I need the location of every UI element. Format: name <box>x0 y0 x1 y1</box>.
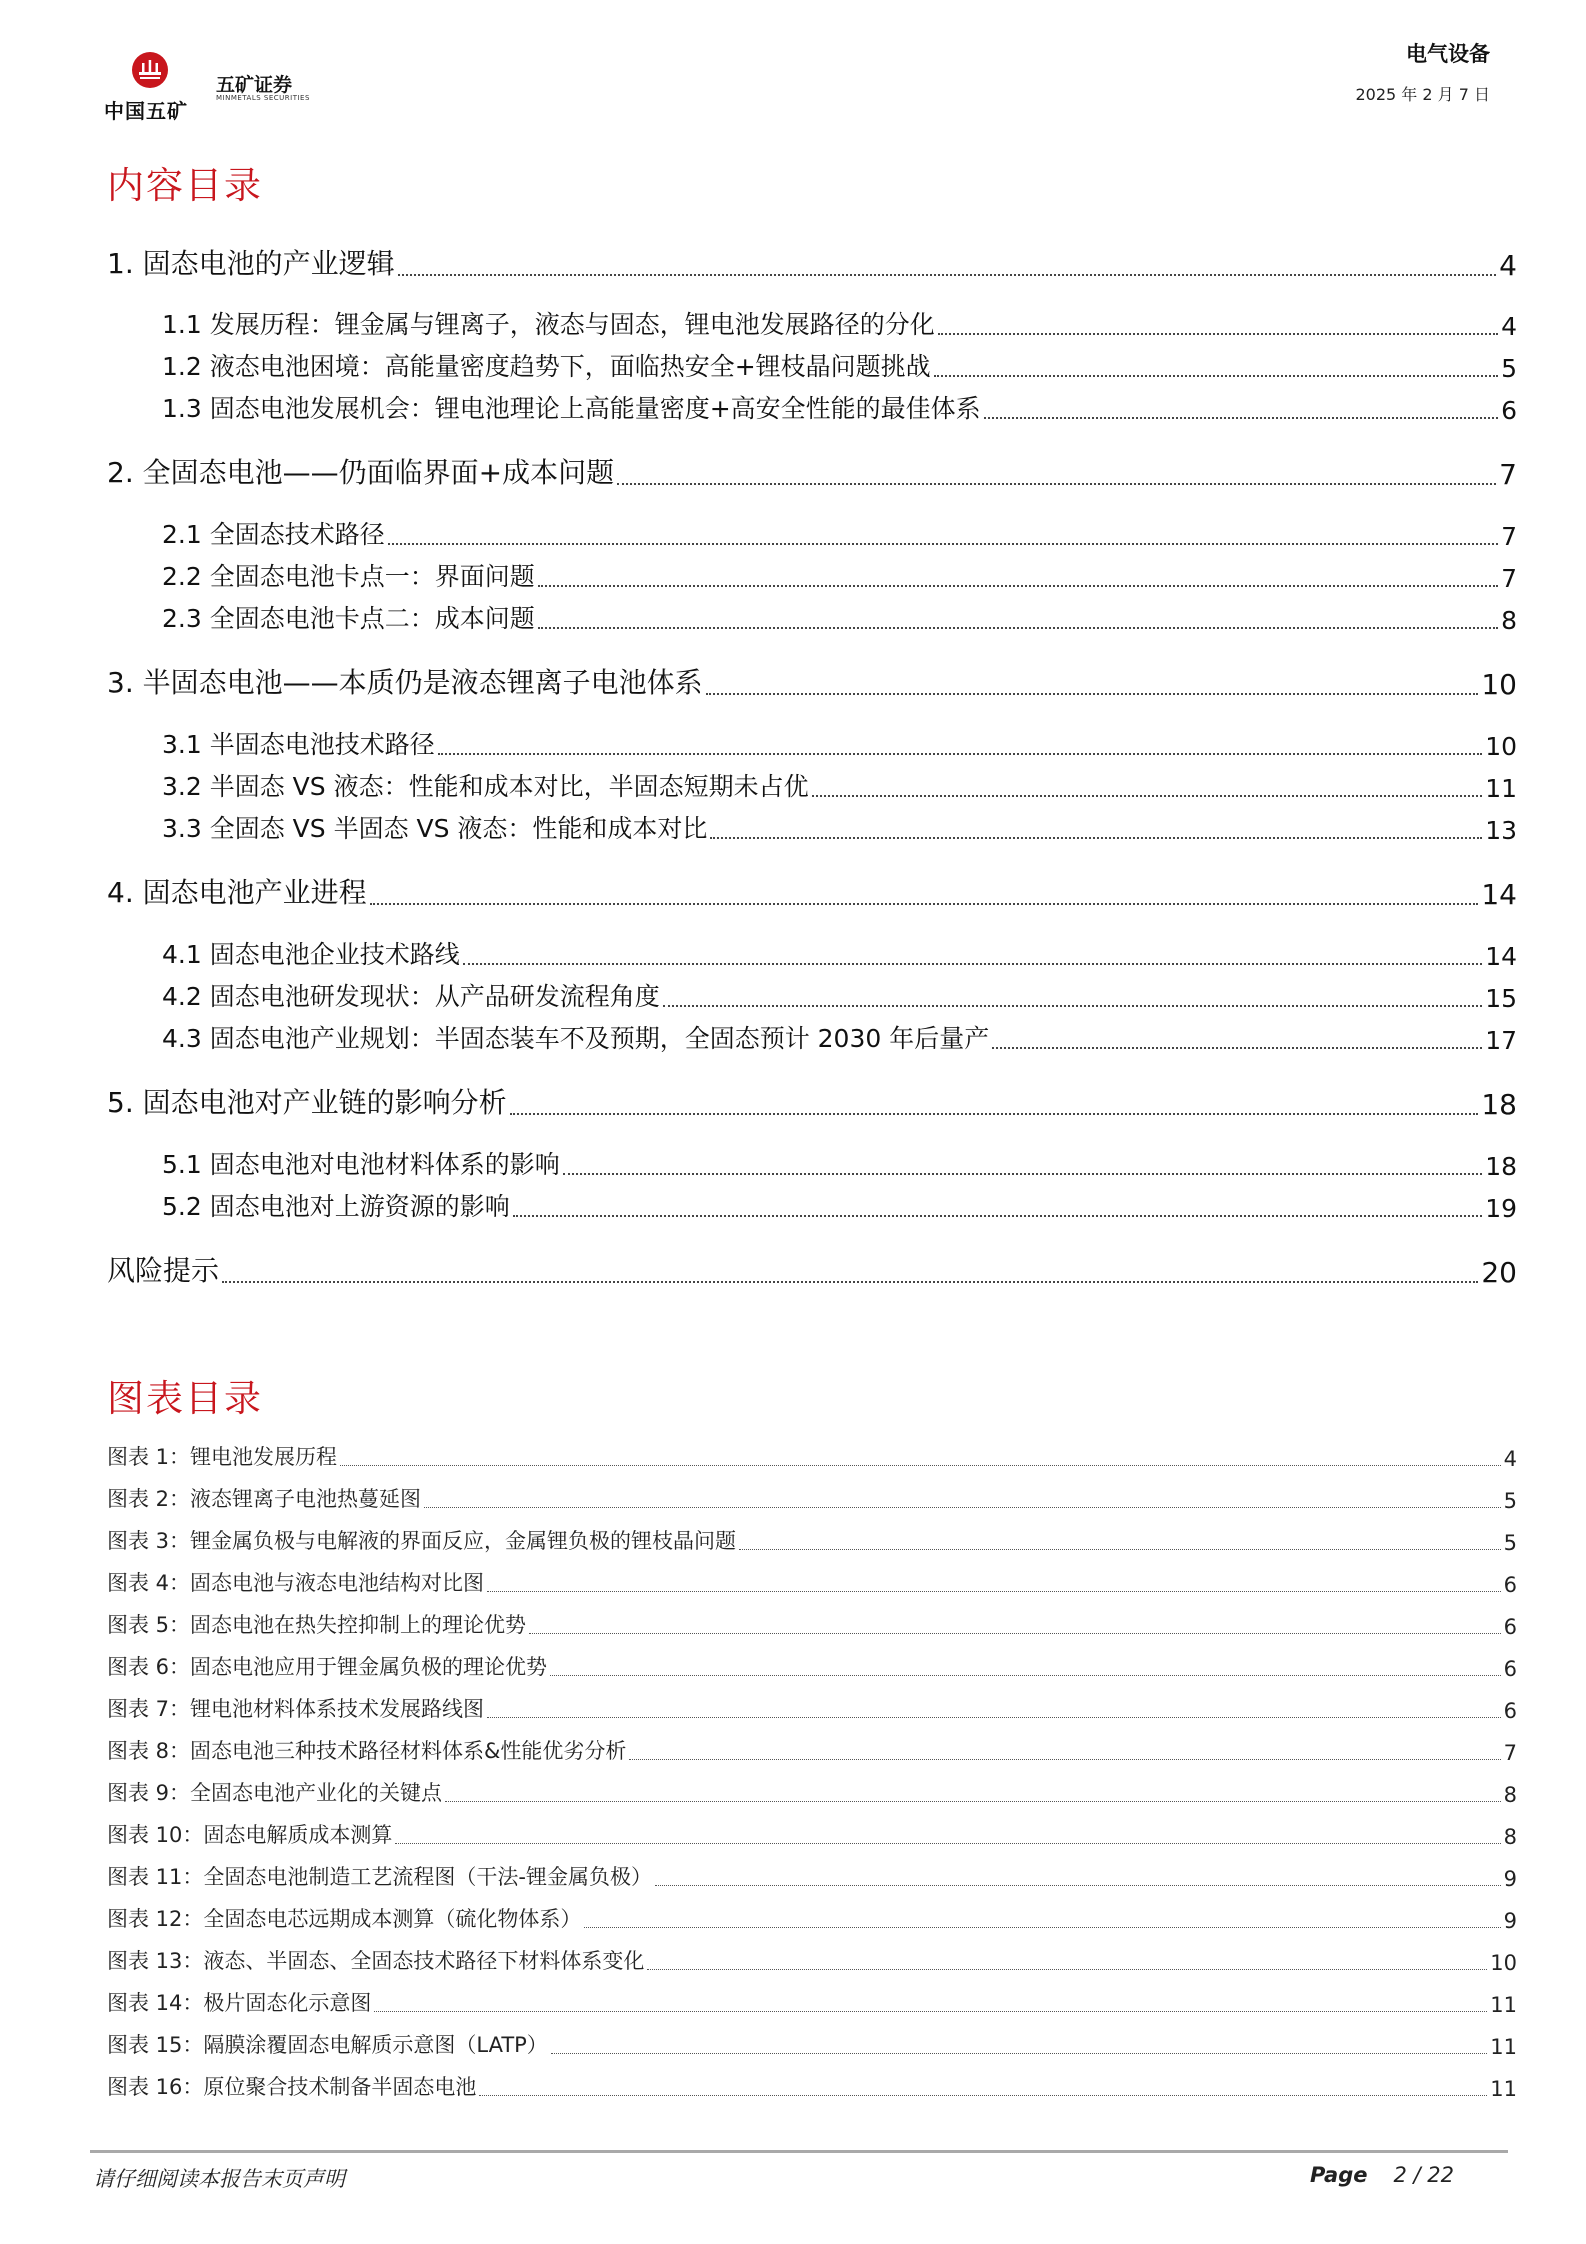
toc-entry-page: 11 <box>1485 774 1517 803</box>
figure-entry[interactable] <box>107 1735 1517 1765</box>
toc-entry-label: 1.1 发展历程：锂金属与锂离子，液态与固态，锂电池发展路径的分化 <box>162 310 935 339</box>
figure-entry[interactable] <box>107 1945 1517 1975</box>
toc-entry-label: 3.2 半固态 VS 液态：性能和成本对比，半固态短期未占优 <box>162 772 809 801</box>
page-number: 2 / 22 <box>1393 2163 1455 2187</box>
report-date: 2025 年 2 月 7 日 <box>1355 85 1490 104</box>
figure-entry-page: 11 <box>1490 1993 1517 2017</box>
page-word: Page <box>1310 2163 1368 2187</box>
figure-entry-label: 图表 1：锂电池发展历程 <box>107 1445 338 1469</box>
toc-entry[interactable] <box>107 871 1517 911</box>
toc-entry[interactable] <box>107 661 1517 701</box>
figure-entry-page: 11 <box>1490 2077 1517 2101</box>
figure-entry[interactable] <box>107 1567 1517 1597</box>
toc-entry-label: 4.2 固态电池研发现状：从产品研发流程角度 <box>162 982 660 1011</box>
figure-entry-label: 图表 12：全固态电芯远期成本测算（硫化物体系） <box>107 1907 582 1931</box>
leader-dots <box>513 1215 1482 1217</box>
toc-entry[interactable] <box>162 515 1517 551</box>
toc-entry[interactable] <box>107 1249 1517 1289</box>
toc-entry-label: 1.3 固态电池发展机会：锂电池理论上高能量密度+高安全性能的最佳体系 <box>162 394 981 423</box>
figure-entry-label: 图表 3：锂金属负极与电解液的界面反应，金属锂负极的锂枝晶问题 <box>107 1529 737 1553</box>
figure-entry[interactable] <box>107 1987 1517 2017</box>
figure-entry-label: 图表 2：液态锂离子电池热蔓延图 <box>107 1487 422 1511</box>
leader-dots <box>463 963 1482 965</box>
figure-entry-label: 图表 5：固态电池在热失控抑制上的理论优势 <box>107 1613 527 1637</box>
leader-dots <box>706 693 1479 695</box>
toc-entry-label: 5.2 固态电池对上游资源的影响 <box>162 1192 510 1221</box>
toc-entry-label: 3.3 全固态 VS 半固态 VS 液态：性能和成本对比 <box>162 814 708 843</box>
leader-dots <box>479 2095 1487 2096</box>
figure-entry-label: 图表 9：全固态电池产业化的关键点 <box>107 1781 443 1805</box>
toc-entry[interactable] <box>162 977 1517 1013</box>
leader-dots <box>934 375 1498 377</box>
footer-divider <box>90 2150 1508 2153</box>
toc-entry-page: 10 <box>1481 668 1517 701</box>
leader-dots <box>584 1927 1500 1928</box>
toc-entry[interactable] <box>162 1145 1517 1181</box>
figure-entry-page: 7 <box>1503 1741 1517 1765</box>
toc-entry[interactable] <box>162 935 1517 971</box>
toc-entry-page: 7 <box>1501 522 1517 551</box>
leader-dots <box>551 2053 1487 2054</box>
toc-entry-label: 1.2 液态电池困境：高能量密度趋势下，面临热安全+锂枝晶问题挑战 <box>162 352 931 381</box>
toc-entry-label: 4.1 固态电池企业技术路线 <box>162 940 460 969</box>
toc-entry-page: 17 <box>1485 1026 1517 1055</box>
toc-entry-page: 4 <box>1499 249 1517 282</box>
toc-entry-label: 2. 全固态电池——仍面临界面+成本问题 <box>107 456 615 489</box>
figure-entry[interactable] <box>107 2071 1517 2101</box>
figures-title: 图表目录 <box>107 1377 263 1420</box>
minmetals-emblem-icon <box>130 50 170 90</box>
leader-dots <box>340 1465 1501 1466</box>
figure-entry-label: 图表 7：锂电池材料体系技术发展路线图 <box>107 1697 485 1721</box>
leader-dots <box>398 274 1497 276</box>
leader-dots <box>388 543 1498 545</box>
leader-dots <box>222 1281 1478 1283</box>
company-logo <box>104 50 334 130</box>
figure-entry-page: 8 <box>1503 1783 1517 1807</box>
figure-entry-label: 图表 6：固态电池应用于锂金属负极的理论优势 <box>107 1655 548 1679</box>
footer-disclaimer: 请仔细阅读本报告末页声明 <box>93 2167 345 2191</box>
leader-dots <box>647 1969 1487 1970</box>
figure-entry-label: 图表 4：固态电池与液态电池结构对比图 <box>107 1571 485 1595</box>
figure-entry-label: 图表 16：原位聚合技术制备半固态电池 <box>107 2075 477 2099</box>
toc-entry[interactable] <box>162 725 1517 761</box>
toc-entry-label: 2.2 全固态电池卡点一：界面问题 <box>162 562 535 591</box>
toc-entry-label: 4.3 固态电池产业规划：半固态装车不及预期，全固态预计 2030 年后量产 <box>162 1024 990 1053</box>
header-meta <box>1355 38 1490 105</box>
leader-dots <box>938 333 1498 335</box>
toc-entry-page: 8 <box>1501 606 1517 635</box>
leader-dots <box>538 585 1498 587</box>
figure-entry[interactable] <box>107 1693 1517 1723</box>
figure-entry-page: 6 <box>1503 1615 1517 1639</box>
leader-dots <box>655 1885 1501 1886</box>
figure-entry-label: 图表 13：液态、半固态、全固态技术路径下材料体系变化 <box>107 1949 645 1973</box>
figure-entry-label: 图表 11：全固态电池制造工艺流程图（干法-锂金属负极） <box>107 1865 652 1889</box>
toc-entry-page: 7 <box>1501 564 1517 593</box>
figure-entry-page: 6 <box>1503 1657 1517 1681</box>
figure-entry-page: 4 <box>1503 1447 1517 1471</box>
leader-dots <box>424 1507 1501 1508</box>
figure-entry[interactable] <box>107 1903 1517 1933</box>
toc-title: 内容目录 <box>107 164 263 207</box>
figure-entry-page: 11 <box>1490 2035 1517 2059</box>
figure-entry[interactable] <box>107 1525 1517 1555</box>
logo-brand-text: 五矿证券 <box>216 74 293 96</box>
toc-entry-label: 3. 半固态电池——本质仍是液态锂离子电池体系 <box>107 666 703 699</box>
toc-entry[interactable] <box>162 347 1517 383</box>
figure-entry-page: 5 <box>1503 1489 1517 1513</box>
figure-entry[interactable] <box>107 1483 1517 1513</box>
toc-entry[interactable] <box>162 809 1517 845</box>
figure-entry-page: 8 <box>1503 1825 1517 1849</box>
leader-dots <box>445 1801 1501 1802</box>
toc-entry[interactable] <box>107 242 1517 282</box>
figure-entry-label: 图表 14：极片固态化示意图 <box>107 1991 372 2015</box>
figure-entry[interactable] <box>107 1819 1517 1849</box>
figure-entry-page: 6 <box>1503 1573 1517 1597</box>
leader-dots <box>487 1591 1501 1592</box>
toc-entry-page: 4 <box>1501 312 1517 341</box>
figure-entry[interactable] <box>107 2029 1517 2059</box>
leader-dots <box>663 1005 1482 1007</box>
toc-entry-page: 14 <box>1485 942 1517 971</box>
leader-dots <box>563 1173 1482 1175</box>
logo-chinese-text: 中国五矿 <box>104 99 188 123</box>
toc-entry-page: 15 <box>1485 984 1517 1013</box>
toc-entry-page: 19 <box>1485 1194 1517 1223</box>
leader-dots <box>710 837 1482 839</box>
toc-entry-label: 1. 固态电池的产业逻辑 <box>107 247 395 280</box>
figure-entry-page: 5 <box>1503 1531 1517 1555</box>
toc-entry-label: 3.1 半固态电池技术路径 <box>162 730 435 759</box>
figure-entry[interactable] <box>107 1861 1517 1891</box>
leader-dots <box>395 1843 1500 1844</box>
figure-entry-page: 9 <box>1503 1909 1517 1933</box>
leader-dots <box>984 417 1498 419</box>
toc-entry[interactable] <box>162 305 1517 341</box>
leader-dots <box>629 1759 1500 1760</box>
toc-entry[interactable] <box>107 451 1517 491</box>
figure-entry[interactable] <box>107 1651 1517 1681</box>
toc-entry-page: 20 <box>1481 1256 1517 1289</box>
figure-entry-label: 图表 15：隔膜涂覆固态电解质示意图（LATP） <box>107 2033 548 2057</box>
logo-english-text: MINMETALS SECURITIES <box>216 94 310 102</box>
leader-dots <box>992 1047 1482 1049</box>
toc-entry-page: 14 <box>1481 878 1517 911</box>
toc-entry-page: 5 <box>1501 354 1517 383</box>
leader-dots <box>550 1675 1501 1676</box>
sector-label: 电气设备 <box>1406 42 1490 66</box>
toc-entry[interactable] <box>162 767 1517 803</box>
toc-entry-page: 6 <box>1501 396 1517 425</box>
toc-entry-label: 4. 固态电池产业进程 <box>107 876 367 909</box>
toc-entry-label: 5.1 固态电池对电池材料体系的影响 <box>162 1150 560 1179</box>
figure-entry[interactable] <box>107 1441 1517 1471</box>
figure-entry-page: 6 <box>1503 1699 1517 1723</box>
toc-entry[interactable] <box>162 389 1517 425</box>
leader-dots <box>529 1633 1501 1634</box>
leader-dots <box>617 483 1496 485</box>
figure-entry-label: 图表 8：固态电池三种技术路径材料体系&性能优劣分析 <box>107 1739 627 1763</box>
toc-entry[interactable] <box>162 599 1517 635</box>
toc-entry[interactable] <box>107 1081 1517 1121</box>
toc-entry-page: 18 <box>1485 1152 1517 1181</box>
toc-entry-label: 2.3 全固态电池卡点二：成本问题 <box>162 604 535 633</box>
toc-entry[interactable] <box>162 1187 1517 1223</box>
toc-entry-page: 18 <box>1481 1088 1517 1121</box>
leader-dots <box>538 627 1498 629</box>
toc-entry[interactable] <box>162 557 1517 593</box>
leader-dots <box>510 1113 1479 1115</box>
toc-entry-page: 7 <box>1499 458 1517 491</box>
toc-entry-page: 13 <box>1485 816 1517 845</box>
leader-dots <box>487 1717 1501 1718</box>
leader-dots <box>374 2011 1487 2012</box>
figure-entry[interactable] <box>107 1777 1517 1807</box>
toc-entry-label: 2.1 全固态技术路径 <box>162 520 385 549</box>
footer-page-indicator <box>1310 2163 1454 2187</box>
toc-entry-label: 5. 固态电池对产业链的影响分析 <box>107 1086 507 1119</box>
toc-entry[interactable] <box>162 1019 1517 1055</box>
page-header <box>0 0 1586 150</box>
leader-dots <box>739 1549 1501 1550</box>
figure-entry-page: 9 <box>1503 1867 1517 1891</box>
toc-entry-page: 10 <box>1485 732 1517 761</box>
figure-entry-label: 图表 10：固态电解质成本测算 <box>107 1823 393 1847</box>
leader-dots <box>438 753 1482 755</box>
figure-entry-page: 10 <box>1490 1951 1517 1975</box>
leader-dots <box>370 903 1479 905</box>
leader-dots <box>812 795 1483 797</box>
figure-entry[interactable] <box>107 1609 1517 1639</box>
toc-entry-label: 风险提示 <box>107 1254 220 1287</box>
